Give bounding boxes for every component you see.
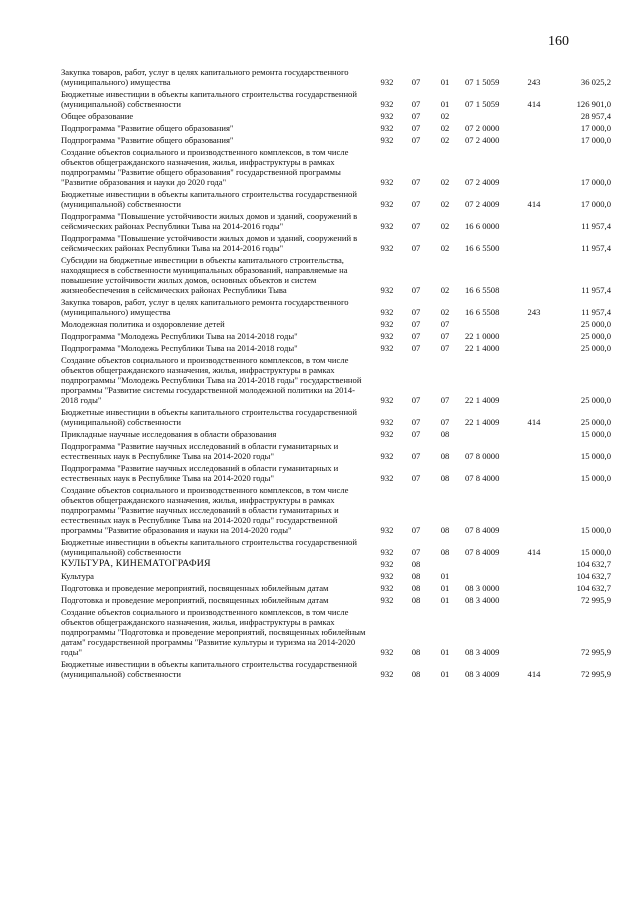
subsection-code: 02 [440,199,450,209]
section-code: 07 [411,99,421,109]
table-row [61,429,611,439]
amount: 11 957,4 [581,307,611,317]
ministry-code: 932 [380,331,394,341]
subsection-code: 02 [440,307,450,317]
amount: 15 000,0 [580,429,611,439]
ministry-code: 932 [380,221,394,231]
ministry-code: 932 [380,647,394,657]
section-code: 07 [411,307,421,317]
ministry-code: 932 [380,123,394,133]
section-code: 07 [411,135,421,145]
row-name: Создание объектов социального и производственного комплексов, в том числе объектов общегражданского назначения, жилья, инфраструктуры в рамках подпрограммы "Развитие научных исследований в области гуманитарных и естественных наук в Республике Тыва на 2014-2020 годы" государственной программы "Развитие образования и науки на 2014-2020 годы" [61,485,349,535]
row-name: Создание объектов социального и производственного комплексов, в том числе объектов общегражданского назначения, жилья, инфраструктуры в рамках подпрограммы "Развитие общего образования" государственной программы "Развитие образования и науки до 2020 года" [61,147,349,187]
table-row [61,343,611,353]
amount: 25 000,0 [580,331,611,341]
target-article-code: 16 6 0000 [465,221,500,231]
target-article-code: 08 3 4009 [465,669,500,679]
row-name: Бюджетные инвестиции в объекты капитального строительства государственной (муниципальной) собственности [61,537,357,557]
expense-type-code: 414 [527,199,541,209]
row-name: Подпрограмма "Развитие научных исследований в области гуманитарных и естественных наук в Республике Тыва на 2014-2020 годы" [61,463,339,483]
subsection-code: 08 [440,525,450,535]
ministry-code: 932 [380,111,394,121]
amount: 15 000,0 [580,547,611,557]
table-row [61,583,611,593]
target-article-code: 08 3 0000 [465,583,500,593]
table-row [61,559,611,569]
row-name: Подпрограмма "Повышение устойчивости жилых домов и зданий, сооружений в сейсмических районах Республики Тыва на 2014-2016 годы" [61,233,358,253]
ministry-code: 932 [380,669,394,679]
section-code: 07 [411,417,421,427]
subsection-code: 01 [440,571,450,581]
table-row [61,147,611,187]
expense-type-code: 414 [527,99,541,109]
section-code: 08 [411,647,421,657]
section-code: 07 [411,429,421,439]
subsection-code: 08 [440,451,450,461]
amount: 15 000,0 [580,473,611,483]
subsection-code: 01 [440,669,450,679]
row-name: Бюджетные инвестиции в объекты капитального строительства государственной (муниципальной) собственности [61,189,357,209]
ministry-code: 932 [380,595,394,605]
row-name: Бюджетные инвестиции в объекты капитального строительства государственной (муниципальной) собственности [61,407,357,427]
table-row [61,595,611,605]
target-article-code: 07 1 5059 [465,77,500,87]
table-row [61,571,611,581]
ministry-code: 932 [380,417,394,427]
section-code: 07 [411,285,421,295]
page-number: 160 [548,34,569,49]
target-article-code: 16 6 5508 [465,285,500,295]
row-name: Общее образование [61,111,134,121]
subsection-code: 01 [440,595,450,605]
target-article-code: 07 1 5059 [465,99,500,109]
ministry-code: 932 [380,559,394,569]
table-row [61,255,611,295]
table-row [61,89,611,109]
section-code: 07 [411,547,421,557]
amount: 104 632,7 [576,583,611,593]
subsection-code: 02 [440,243,450,253]
expense-type-code: 243 [527,77,541,87]
target-article-code: 08 3 4009 [465,647,500,657]
table-row [61,441,611,461]
subsection-code: 01 [440,583,450,593]
row-name: Культура [61,571,94,581]
expense-type-code: 243 [527,307,541,317]
subsection-code: 07 [440,343,450,353]
amount: 126 901,0 [576,99,611,109]
subsection-code: 02 [440,285,450,295]
ministry-code: 932 [380,135,394,145]
target-article-code: 16 6 5500 [465,243,500,253]
expense-type-code: 414 [527,547,541,557]
row-name: Молодежная политика и оздоровление детей [61,319,225,329]
amount: 17 000,0 [580,199,611,209]
row-name: Подпрограмма "Молодежь Республики Тыва на 2014-2018 годы" [61,343,298,353]
section-code: 07 [411,77,421,87]
table-row [61,607,611,657]
subsection-code: 01 [440,77,450,87]
subsection-code: 07 [440,319,450,329]
subsection-code: 02 [440,111,450,121]
amount: 25 000,0 [580,395,611,405]
amount: 11 957,4 [581,221,611,231]
section-code: 07 [411,243,421,253]
amount: 11 957,4 [581,285,611,295]
amount: 25 000,0 [580,343,611,353]
section-code: 07 [411,331,421,341]
table-row [61,135,611,145]
section-code: 08 [411,571,421,581]
table-row [61,485,611,535]
ministry-code: 932 [380,307,394,317]
subsection-code: 02 [440,221,450,231]
amount: 25 000,0 [580,319,611,329]
target-article-code: 22 1 4009 [465,395,500,405]
table-row [61,319,611,329]
amount: 15 000,0 [580,525,611,535]
ministry-code: 932 [380,177,394,187]
table-row [61,355,611,405]
table-row [61,659,611,679]
subsection-code: 07 [440,331,450,341]
row-name: Создание объектов социального и производственного комплексов, в том числе объектов общегражданского назначения, жилья, инфраструктуры в рамках подпрограммы "Молодежь Республики Тыва на 2014-2018 годы" государственной программы "Развитие системы государственной молодежной политики на 2014-2018 годы" [61,355,362,405]
budget-table [61,67,611,679]
table-row [61,111,611,121]
table-row [61,233,611,253]
section-code: 08 [411,559,421,569]
row-name: Подпрограмма "Повышение устойчивости жилых домов и зданий, сооружений в сейсмических районах Республики Тыва на 2014-2016 годы" [61,211,358,231]
subsection-code: 08 [440,547,450,557]
table-row [61,463,611,483]
table-row [61,297,611,317]
row-name: Подготовка и проведение мероприятий, посвященных юбилейным датам [61,595,329,605]
section-code: 07 [411,123,421,133]
subsection-code: 02 [440,123,450,133]
amount: 11 957,4 [581,243,611,253]
row-name: Подпрограмма "Молодежь Республики Тыва на 2014-2018 годы" [61,331,298,341]
subsection-code: 01 [440,99,450,109]
section-code: 07 [411,525,421,535]
amount: 104 632,7 [576,571,611,581]
expense-type-code: 414 [527,417,541,427]
row-name: Бюджетные инвестиции в объекты капитального строительства государственной (муниципальной) собственности [61,89,357,109]
amount: 36 025,2 [580,77,611,87]
amount: 17 000,0 [580,123,611,133]
amount: 104 632,7 [576,559,611,569]
target-article-code: 07 8 4009 [465,525,500,535]
section-code: 07 [411,343,421,353]
ministry-code: 932 [380,77,394,87]
section-code: 07 [411,111,421,121]
subsection-code: 07 [440,395,450,405]
section-code: 07 [411,451,421,461]
ministry-code: 932 [380,451,394,461]
target-article-code: 07 2 4000 [465,135,500,145]
amount: 17 000,0 [580,177,611,187]
section-code: 07 [411,221,421,231]
amount: 72 995,9 [580,669,611,679]
target-article-code: 22 1 0000 [465,331,500,341]
subsection-code: 01 [440,647,450,657]
target-article-code: 08 3 4000 [465,595,500,605]
table-row [61,189,611,209]
table-row [61,537,611,557]
ministry-code: 932 [380,429,394,439]
section-code: 07 [411,177,421,187]
row-name: КУЛЬТУРА, КИНЕМАТОГРАФИЯ [61,558,211,569]
amount: 17 000,0 [580,135,611,145]
ministry-code: 932 [380,571,394,581]
target-article-code: 07 2 4009 [465,199,500,209]
row-name: Прикладные научные исследования в области образования [61,429,277,439]
target-article-code: 07 8 4000 [465,473,500,483]
row-name: Создание объектов социального и производственного комплексов, в том числе объектов общегражданского назначения, жилья, инфраструктуры в рамках подпрограммы "Подготовка и проведение мероприятий, посвященных юбилейным датам" государственной программы "Развитие культуры и туризма на 2014-2020 годы" [61,607,366,657]
table-row [61,331,611,341]
subsection-code: 08 [440,473,450,483]
amount: 72 995,9 [580,595,611,605]
subsection-code: 07 [440,417,450,427]
row-name: Подпрограмма "Развитие общего образования" [61,135,234,145]
ministry-code: 932 [380,473,394,483]
ministry-code: 932 [380,99,394,109]
ministry-code: 932 [380,243,394,253]
section-code: 07 [411,319,421,329]
row-name: Закупка товаров, работ, услуг в целях капитального ремонта государственного (муниципального) имущества [61,67,349,87]
section-code: 07 [411,199,421,209]
row-name: Подпрограмма "Развитие научных исследований в области гуманитарных и естественных наук в Республике Тыва на 2014-2020 годы" [61,441,339,461]
ministry-code: 932 [380,199,394,209]
row-name: Закупка товаров, работ, услуг в целях капитального ремонта государственного (муниципального) имущества [61,297,349,317]
section-code: 07 [411,395,421,405]
table-row [61,123,611,133]
table-row [61,407,611,427]
ministry-code: 932 [380,525,394,535]
subsection-code: 08 [440,429,450,439]
ministry-code: 932 [380,343,394,353]
target-article-code: 22 1 4000 [465,343,500,353]
target-article-code: 22 1 4009 [465,417,500,427]
section-code: 08 [411,669,421,679]
expense-type-code: 414 [527,669,541,679]
ministry-code: 932 [380,583,394,593]
target-article-code: 07 8 0000 [465,451,500,461]
section-code: 07 [411,473,421,483]
row-name: Подготовка и проведение мероприятий, посвященных юбилейным датам [61,583,329,593]
amount: 28 957,4 [580,111,611,121]
ministry-code: 932 [380,547,394,557]
row-name: Субсидии на бюджетные инвестиции в объекты капитального строительства, находящиеся в собственности муниципальных образований, направляемые на повышение устойчивости жилых домов, основных объектов и систем жизнеобеспечения в сейсмических районах Республики Тыва [61,255,348,295]
amount: 15 000,0 [580,451,611,461]
row-name: Бюджетные инвестиции в объекты капитального строительства государственной (муниципальной) собственности [61,659,357,679]
section-code: 08 [411,583,421,593]
table-row [61,211,611,231]
table-row [61,67,611,87]
target-article-code: 07 8 4009 [465,547,500,557]
ministry-code: 932 [380,319,394,329]
amount: 25 000,0 [580,417,611,427]
amount: 72 995,9 [580,647,611,657]
ministry-code: 932 [380,285,394,295]
target-article-code: 07 2 0000 [465,123,500,133]
row-name: Подпрограмма "Развитие общего образования" [61,123,234,133]
subsection-code: 02 [440,135,450,145]
target-article-code: 16 6 5508 [465,307,500,317]
section-code: 08 [411,595,421,605]
ministry-code: 932 [380,395,394,405]
subsection-code: 02 [440,177,450,187]
target-article-code: 07 2 4009 [465,177,500,187]
